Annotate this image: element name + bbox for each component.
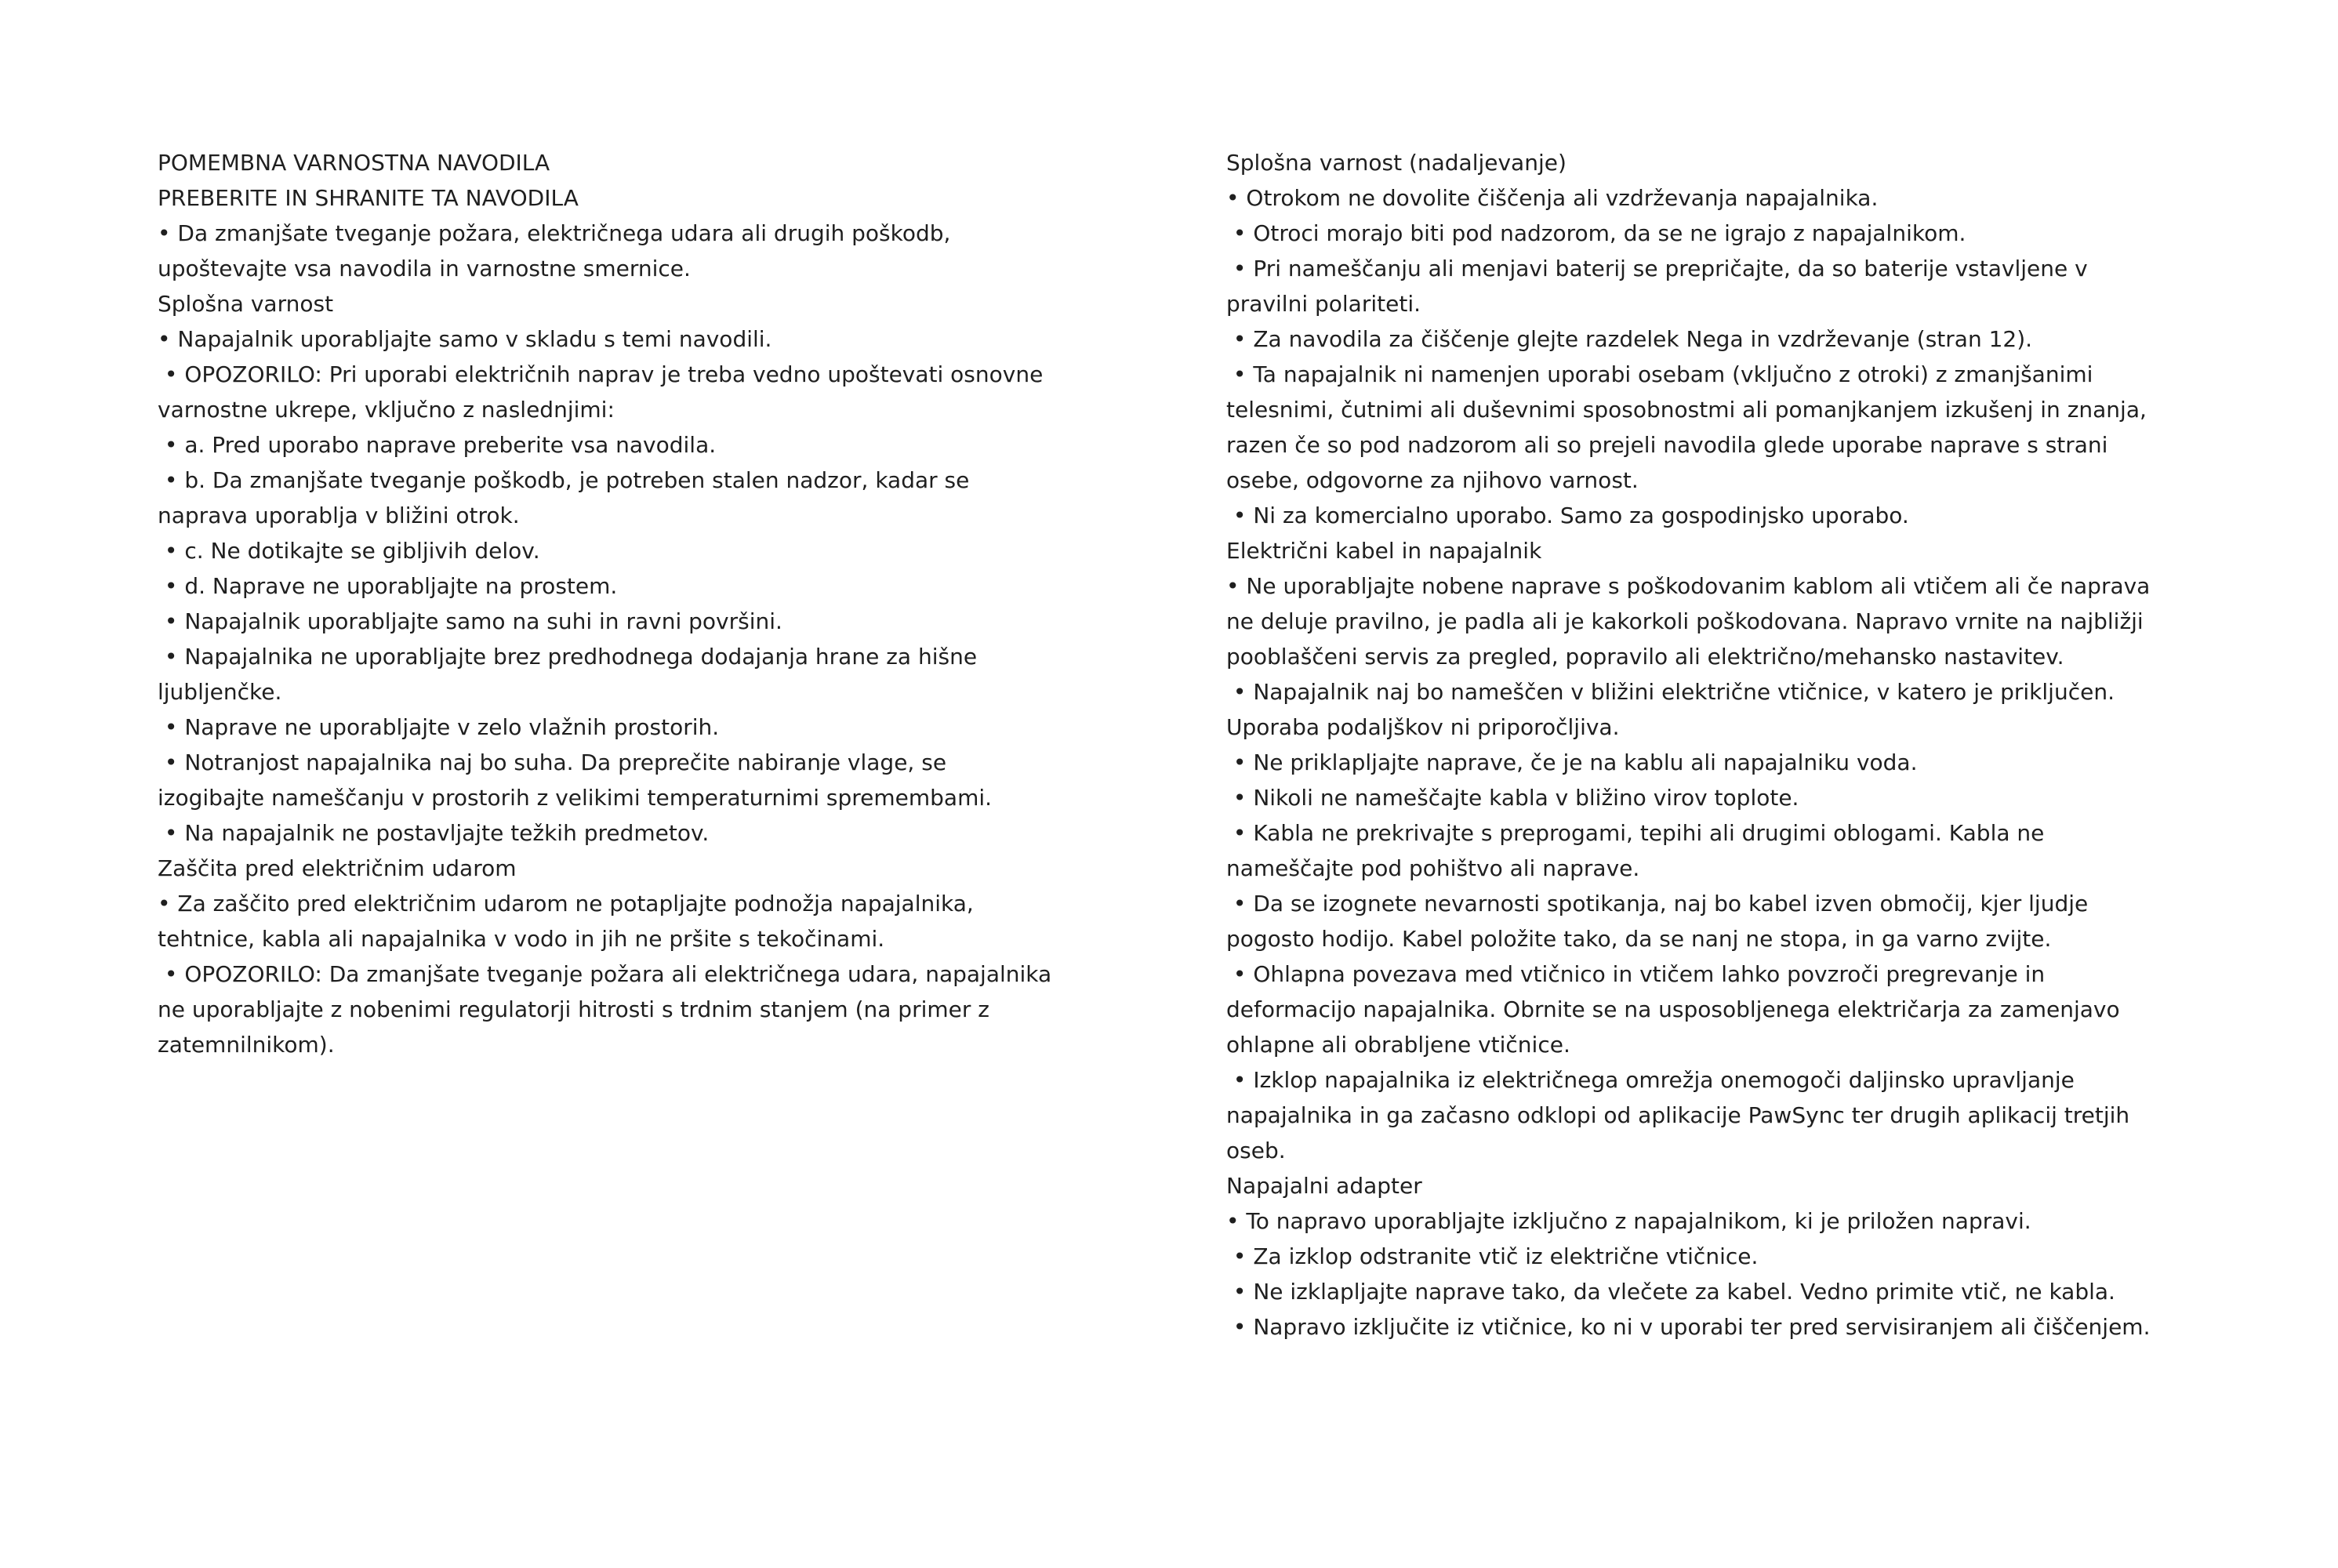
text-line: • Napajalnik uporabljajte samo v skladu s temi navodili. bbox=[158, 326, 772, 352]
text-line: • Kabla ne prekrivajte s preprogami, tepihi ali drugimi oblogami. Kabla ne nameščajte pod pohištvo ali naprave. bbox=[1226, 820, 2052, 881]
text-line: • OPOZORILO: Pri uporabi električnih naprav je treba vedno upoštevati osnovne varnostne ukrepe, vključno z naslednjimi: bbox=[158, 361, 1051, 423]
text-line: • Ne izklapljajte naprave tako, da vlečete za kabel. Vedno primite vtič, ne kabla. bbox=[1226, 1279, 2115, 1305]
text-line: • a. Pred uporabo naprave preberite vsa navodila. bbox=[158, 432, 717, 458]
text-line: • Notranjost napajalnika naj bo suha. Da preprečite nabiranje vlage, se izogibajte nameščanju v prostorih z velikimi temperaturnimi spremembami. bbox=[158, 750, 993, 811]
text-line: • Da zmanjšate tveganje požara, električnega udara ali drugih poškodb, upoštevajte vsa navodila in varnostne smernice. bbox=[158, 220, 958, 281]
text-line: • Nikoli ne nameščajte kabla v bližino virov toplote. bbox=[1226, 785, 1799, 811]
text-line: • Ne priklapljajte naprave, če je na kablu ali napajalniku voda. bbox=[1226, 750, 1918, 775]
text-line: • Za navodila za čiščenje glejte razdelek Nega in vzdrževanje (stran 12). bbox=[1226, 326, 2033, 352]
text-line: • Napajalnik naj bo nameščen v bližini električne vtičnice, v katero je priključen. Uporaba podaljškov ni priporočljiva. bbox=[1226, 679, 2122, 740]
text-line: Zaščita pred električnim udarom bbox=[158, 855, 517, 881]
text-line: • Ne uporabljajte nobene naprave s poškodovanim kablom ali vtičem ali če naprava ne deluje pravilno, je padla ali je kakorkoli poškodovana. Napravo vrnite na najbližji pooblaščeni servis za pregled, popravilo ali električno/mehansko nastavitev. bbox=[1226, 573, 2158, 670]
text-line: • OPOZORILO: Da zmanjšate tveganje požara ali električnega udara, napajalnika ne uporabljajte z nobenimi regulatorji hitrosti s trdnim stanjem (na primer z zatemnilnikom). bbox=[158, 961, 1059, 1058]
text-line: • Ni za komercialno uporabo. Samo za gospodinjsko uporabo. bbox=[1226, 503, 1909, 528]
text-line: • Izklop napajalnika iz električnega omrežja onemogoči daljinsko upravljanje napajalnika in ga začasno odklopi od aplikacije PawSync ter drugih aplikacij tretjih oseb. bbox=[1226, 1067, 2137, 1163]
right-column bbox=[1226, 145, 2163, 1345]
text-line: • To napravo uporabljajte izključno z napajalnikom, ki je priložen napravi. bbox=[1226, 1208, 2031, 1234]
text-line: Splošna varnost bbox=[158, 291, 334, 317]
text-line: Električni kabel in napajalnik bbox=[1226, 538, 1542, 564]
text-line: • Napajalnik uporabljajte samo na suhi in ravni površini. bbox=[158, 608, 782, 634]
text-line: • Da se izognete nevarnosti spotikanja, naj bo kabel izven območij, kjer ljudje pogosto hodijo. Kabel položite tako, da se nanj ne stopa, in ga varno zvijte. bbox=[1226, 891, 2096, 952]
text-line: • Ta napajalnik ni namenjen uporabi osebam (vključno z otroki) z zmanjšanimi telesnimi, čutnimi ali duševnimi sposobnostmi ali pomanjkanjem izkušenj in znanja, razen če so pod nadzorom ali so prejeli navodila glede uporabe naprave s strani osebe, odgovorne za njihovo varnost. bbox=[1226, 361, 2154, 493]
text-line: • Za izklop odstranite vtič iz električne vtičnice. bbox=[1226, 1243, 1759, 1269]
text-line: POMEMBNA VARNOSTNA NAVODILA bbox=[158, 150, 550, 176]
text-line: • Napajalnika ne uporabljajte brez predhodnega dodajanja hrane za hišne ljubljenčke. bbox=[158, 644, 984, 705]
text-line: • d. Naprave ne uporabljajte na prostem. bbox=[158, 573, 618, 599]
text-line: • Otroci morajo biti pod nadzorom, da se ne igrajo z napajalnikom. bbox=[1226, 220, 1966, 246]
text-line: • Na napajalnik ne postavljajte težkih predmetov. bbox=[158, 820, 710, 846]
text-line: Napajalni adapter bbox=[1226, 1173, 1422, 1199]
text-line: • Pri nameščanju ali menjavi baterij se prepričajte, da so baterije vstavljene v pravilni polariteti. bbox=[1226, 256, 2095, 317]
left-column bbox=[158, 145, 1059, 1062]
text-line: Splošna varnost (nadaljevanje) bbox=[1226, 150, 1567, 176]
text-line: • Otrokom ne dovolite čiščenja ali vzdrževanja napajalnika. bbox=[1226, 185, 1879, 211]
text-line: • b. Da zmanjšate tveganje poškodb, je potreben stalen nadzor, kadar se naprava uporablja v bližini otrok. bbox=[158, 467, 977, 528]
text-line: • Naprave ne uporabljajte v zelo vlažnih prostorih. bbox=[158, 714, 720, 740]
text-line: PREBERITE IN SHRANITE TA NAVODILA bbox=[158, 185, 579, 211]
text-line: • Napravo izključite iz vtičnice, ko ni v uporabi ter pred servisiranjem ali čiščenjem. bbox=[1226, 1314, 2151, 1340]
text-line: • Za zaščito pred električnim udarom ne potapljajte podnožja napajalnika, tehtnice, kabla ali napajalnika v vodo in jih ne pršite s tekočinami. bbox=[158, 891, 981, 952]
text-line: • Ohlapna povezava med vtičnico in vtičem lahko povzroči pregrevanje in deformacijo napajalnika. Obrnite se na usposobljenega električarja za zamenjavo ohlapne ali obrabljene vtičnice. bbox=[1226, 961, 2127, 1058]
text-line: • c. Ne dotikajte se gibljivih delov. bbox=[158, 538, 540, 564]
